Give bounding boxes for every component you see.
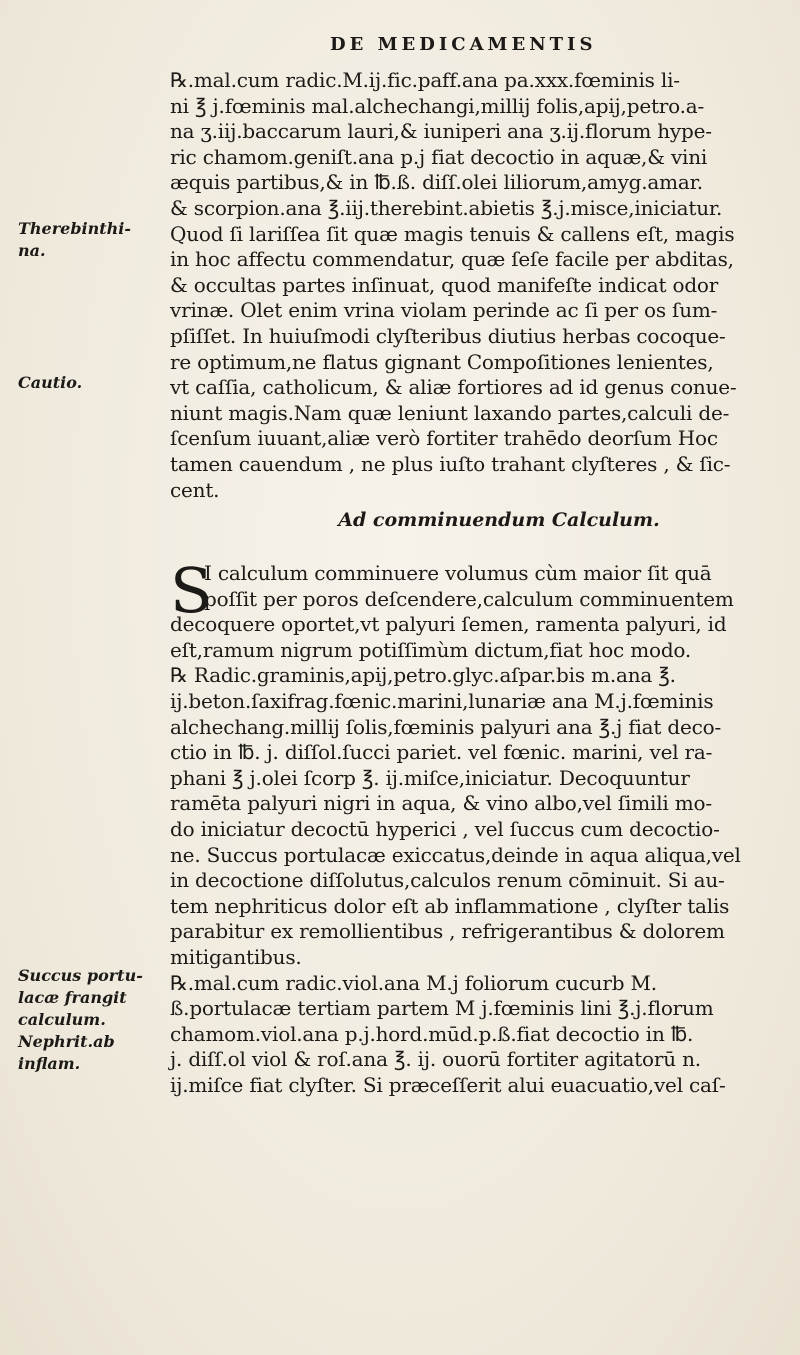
text-line: ℞ Radic.graminis,apij,petro.glyc.aſpar.bis m.ana ℥. xyxy=(170,663,676,688)
text-line: æquis partibus,& in ℔.ß. diſſ.olei liliorum,amyg.amar. xyxy=(170,170,703,195)
text-line: phani ℥ j.olei ſcorp ℥. ij.miſce,iniciatur. Decoquuntur xyxy=(170,765,690,790)
text-line: do iniciatur decoctū hyperici , vel ſuccus cum decoctio- xyxy=(170,817,720,842)
section-1 xyxy=(170,68,788,503)
text-line: j. diſſ.ol viol & roſ.ana ℥. ij. ouorū fortiter agitatorū n. xyxy=(170,1047,701,1072)
text-line: parabitur ex remollientibus , refrigerantibus & dolorem xyxy=(170,919,725,944)
text-line: decoquere oportet,vt palyuri ſemen, ramenta palyuri, id xyxy=(170,612,727,637)
margin-note-line: na. xyxy=(18,241,46,260)
text-line: poſſit per poros deſcendere,calculum comminuentem xyxy=(204,586,734,611)
margin-note-line: Therebinthi- xyxy=(18,219,131,238)
margin-note-therebinthina xyxy=(18,218,131,262)
text-line: ß.portulacæ tertiam partem M j.fœminis lini ℥.j.florum xyxy=(170,996,714,1021)
margin-note-cautio xyxy=(18,372,82,394)
text-line: alchechang.millij ſolis,fœminis palyuri ana ℥.j fiat deco- xyxy=(170,714,722,739)
section-2 xyxy=(170,612,788,1098)
running-head: DE MEDICAMENTIS xyxy=(330,34,597,55)
text-line: Quod ſi lariſſea ſit quæ magis tenuis & callens eſt, magis xyxy=(170,221,735,246)
text-line: & occultas partes inſinuat, quod manifeſte indicat odor xyxy=(170,272,719,297)
text-line: ij.beton.ſaxifrag.fœnic.marini,lunariæ ana M.j.fœminis xyxy=(170,689,714,714)
text-line: & scorpion.ana ℥.iij.therebint.abietis ℥.j.misce,iniciatur. xyxy=(170,195,723,220)
text-line: mitigantibus. xyxy=(170,945,302,969)
text-line: re optimum,ne flatus gignant Compoſitiones lenientes, xyxy=(170,349,714,374)
text-line: tamen cauendum , ne plus iuſto trahant clyſteres , & ſic- xyxy=(170,451,731,476)
text-line: ramēta palyuri nigri in aqua, & vino albo,vel ſimili mo- xyxy=(170,791,712,816)
main-text xyxy=(170,68,788,1099)
text-line: tem nephriticus dolor eſt ab inflammatione , clyſter talis xyxy=(170,893,730,918)
text-line: chamom.viol.ana p.j.hord.mūd.p.ß.fiat decoctio in ℔. xyxy=(170,1021,694,1046)
margin-note-succus-portulacae xyxy=(18,965,143,1075)
margin-note-line: Cautio. xyxy=(18,373,83,392)
text-line: ne. Succus portulacæ exiccatus,deinde in aqua aliqua,vel xyxy=(170,842,741,867)
margin-note-line: Nephrit.ab xyxy=(18,1032,115,1051)
text-line: ric chamom.geniſt.ana p.j fiat decoctio in aquæ,& vini xyxy=(170,144,708,169)
text-line: vt caſſia, catholicum, & aliæ fortiores ad id genus conue- xyxy=(170,375,737,400)
text-line: ctio in ℔. j. diſſol.ſucci pariet. vel fœnic. marini, vel ra- xyxy=(170,740,713,765)
text-line: eſt,ramum nigrum potiſſimùm dictum,fiat hoc modo. xyxy=(170,637,692,662)
text-line: na ʒ.iij.baccarum lauri,& iuniperi ana ʒ.ij.florum hype- xyxy=(170,119,712,144)
drop-cap: S xyxy=(170,554,213,628)
margin-note-line: Succus portu- xyxy=(18,966,143,985)
text-line: I calculum comminuere volumus cùm maior ſit quā xyxy=(204,561,712,586)
text-line: ℞.mal.cum radic.viol.ana M.j foliorum cucurb M. xyxy=(170,970,657,995)
margin-note-line: calculum. xyxy=(18,1010,106,1029)
text-line: in hoc affectu commendatur, quæ ſeſe facile per abditas, xyxy=(170,247,734,272)
section-heading: Ad comminuendum Calculum. xyxy=(338,509,660,532)
text-line: ni ℥ j.fœminis mal.alchechangi,millij folis,apij,petro.a- xyxy=(170,93,705,118)
text-line: ℞.mal.cum radic.M.ij.fic.paff.ana pa.xxx.fœminis li- xyxy=(170,68,680,92)
margin-note-line: inflam. xyxy=(18,1054,81,1073)
text-line: cent. xyxy=(170,477,220,502)
text-line: niunt magis.Nam quæ leniunt laxando partes,calculi de- xyxy=(170,400,730,425)
text-line: in decoctione diſſolutus,calculos renum cōminuit. Si au- xyxy=(170,868,725,893)
text-line: ij.miſce fiat clyſter. Si præceſſerit alui euacuatio,vel caſ- xyxy=(170,1072,726,1097)
text-line: pſiſſet. In huiuſmodi clyſteribus diutius herbas cocoque- xyxy=(170,323,726,348)
text-line: vrinæ. Olet enim vrina violam perinde ac ſi per os ſum- xyxy=(170,298,718,323)
text-line: ſcenſum iuuant,aliæ verò fortiter trahēdo deorſum Hoc xyxy=(170,426,718,451)
margin-note-line: lacæ frangit xyxy=(18,988,127,1007)
